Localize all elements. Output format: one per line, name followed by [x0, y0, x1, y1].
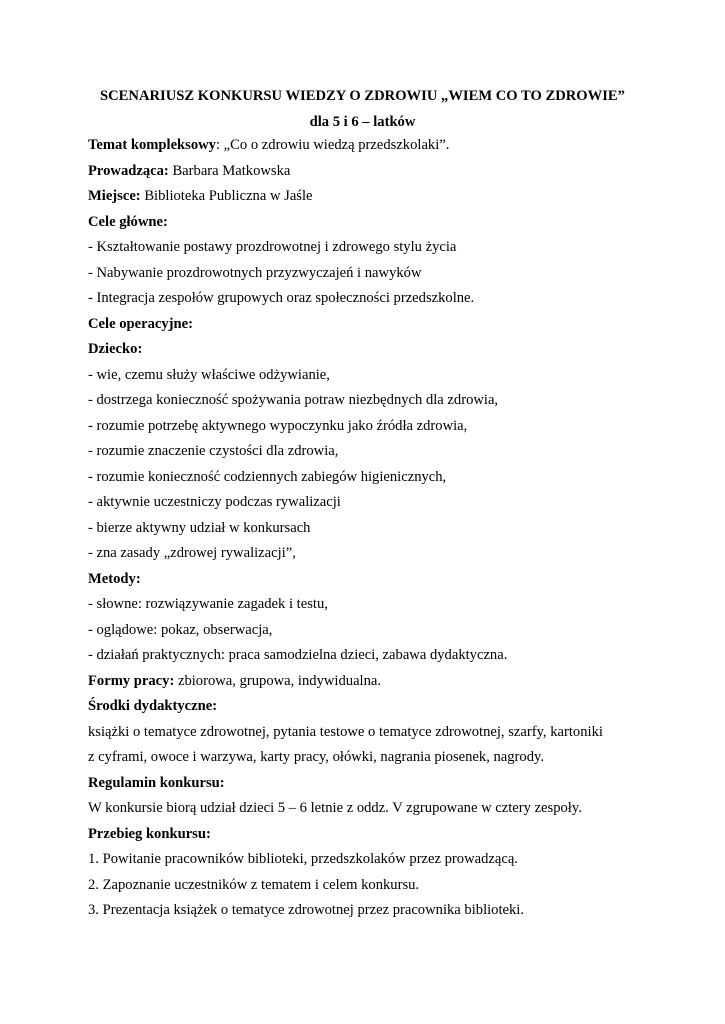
- list-item: - działań praktycznych: praca samodzielna dzieci, zabawa dydaktyczna.: [88, 647, 508, 663]
- list-item: - wie, czemu służy właściwe odżywianie,: [88, 366, 330, 383]
- list-item: 1. Powitanie pracowników biblioteki, przedszkolaków przez prowadzącą.: [88, 851, 518, 867]
- cele-operacyjne-heading: Cele operacyjne:: [88, 315, 193, 332]
- list-item: - aktywnie uczestniczy podczas rywalizacji: [88, 494, 341, 510]
- list-item: - rozumie znaczenie czystości dla zdrowia,: [88, 443, 339, 459]
- list-item: 3. Prezentacja książek o tematyce zdrowotnej przez pracownika biblioteki.: [88, 902, 525, 918]
- temat-label: Temat kompleksowy: [88, 137, 216, 153]
- formy-value: zbiorowa, grupowa, indywidualna.: [174, 672, 382, 689]
- list-item: - słowne: rozwiązywanie zagadek i testu,: [88, 596, 328, 612]
- list-item: - rozumie potrzebę aktywnego wypoczynku jako źródła zdrowia,: [88, 417, 468, 434]
- temat-value: : „Co o zdrowiu wiedzą przedszkolaki”.: [215, 137, 450, 153]
- regulamin-heading: Regulamin konkursu:: [88, 774, 225, 791]
- miejsce-label: Miejsce:: [88, 188, 141, 204]
- miejsce-line: [88, 184, 648, 210]
- dziecko-heading: Dziecko:: [88, 341, 143, 357]
- miejsce-value: Biblioteka Publiczna w Jaśle: [140, 188, 313, 204]
- przebieg-heading: Przebieg konkursu:: [88, 825, 211, 842]
- list-item: - Integracja zespołów grupowych oraz społeczności przedszkolne.: [88, 290, 475, 306]
- list-item: - Kształtowanie postawy prozdrowotnej i zdrowego stylu życia: [88, 239, 457, 255]
- document-title: SCENARIUSZ KONKURSU WIEDZY O ZDROWIU „WIEM CO TO ZDROWIE”: [100, 88, 625, 104]
- document-subtitle: dla 5 i 6 – latków: [309, 114, 416, 130]
- prowadzaca-label: Prowadząca:: [88, 162, 169, 179]
- list-item: - rozumie konieczność codziennych zabiegów higienicznych,: [88, 468, 447, 485]
- document-body: [88, 133, 648, 924]
- srodki-heading: Środki dydaktyczne:: [88, 698, 218, 714]
- paragraph-line: książki o tematyce zdrowotnej, pytania testowe o tematyce zdrowotnej, szarfy, kartoniki: [88, 723, 603, 740]
- prowadzaca-line: [88, 159, 648, 185]
- cele-glowne-heading: Cele główne:: [88, 213, 168, 230]
- formy-label: Formy pracy:: [88, 672, 175, 689]
- temat-line: [88, 133, 648, 159]
- list-item: - bierze aktywny udział w konkursach: [88, 519, 311, 536]
- list-item: 2. Zapoznanie uczestników z tematem i celem konkursu.: [88, 876, 420, 893]
- prowadzaca-value: Barbara Matkowska: [168, 162, 291, 179]
- paragraph-line: z cyframi, owoce i warzywa, karty pracy, ołówki, nagrania piosenek, nagrody.: [88, 749, 545, 765]
- list-item: - oglądowe: pokaz, obserwacja,: [88, 621, 273, 638]
- metody-heading: Metody:: [88, 570, 141, 587]
- list-item: - Nabywanie prozdrowotnych przyzwyczajeń i nawyków: [88, 264, 422, 281]
- list-item: - dostrzega konieczność spożywania potraw niezbędnych dla zdrowia,: [88, 392, 499, 408]
- regulamin-text: W konkursie biorą udział dzieci 5 – 6 letnie z oddz. V zgrupowane w cztery zespoły.: [88, 800, 582, 816]
- list-item: - zna zasady „zdrowej rywalizacji”,: [88, 545, 296, 561]
- formy-line: [88, 669, 648, 695]
